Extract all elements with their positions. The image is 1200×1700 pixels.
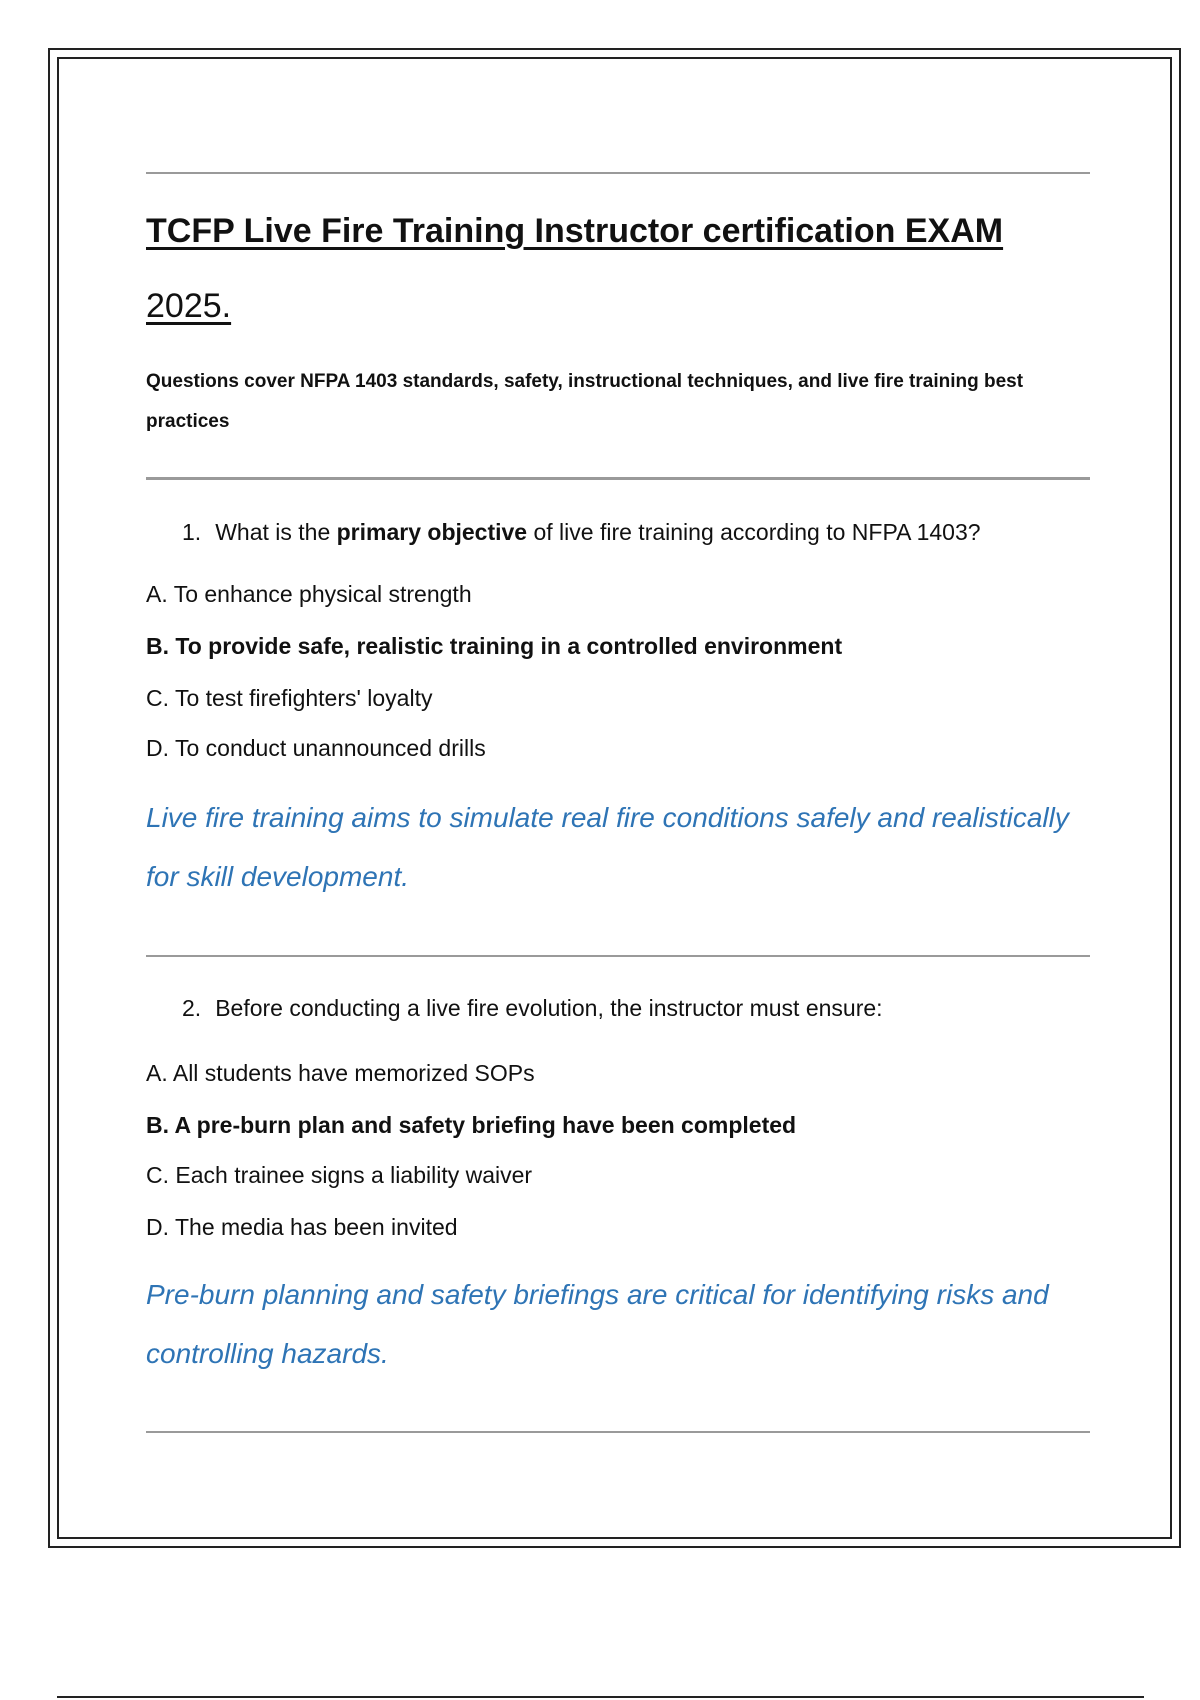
question-2-option-d: D. The media has been invited [146,1214,458,1240]
divider-after-question-2 [146,1431,1090,1433]
question-text: What is the [215,519,337,545]
divider-after-subtitle [146,477,1090,480]
question-1-option-a: A. To enhance physical strength [146,581,472,607]
question-2 [182,995,883,1022]
question-text-bold: primary objective [336,519,528,545]
question-2-explanation: Pre-burn planning and safety briefings are critical for identifying risks and controlling hazards. [146,1279,1049,1369]
question-2-option-b-correct: B. A pre-burn plan and safety briefing have been completed [146,1112,797,1138]
next-page-edge [57,1696,1144,1698]
question-2-option-a: A. All students have memorized SOPs [146,1060,535,1086]
divider-after-question-1 [146,955,1090,957]
question-1-option-c: C. To test firefighters' loyalty [146,685,433,711]
question-number: 1. [182,519,202,545]
question-1-option-b-correct: B. To provide safe, realistic training in a controlled environment [146,633,843,659]
question-number: 2. [182,995,202,1021]
question-1 [182,519,981,546]
document-subtitle: Questions cover NFPA 1403 standards, safety, instructional techniques, and live fire training best practices [146,371,1024,432]
question-2-option-c: C. Each trainee signs a liability waiver [146,1162,533,1188]
question-1-explanation: Live fire training aims to simulate real fire conditions safely and realistically for skill development. [146,802,1069,892]
divider-top [146,172,1090,174]
question-text-end: of live fire training according to NFPA 1403? [527,519,981,545]
question-text: Before conducting a live fire evolution, the instructor must ensure: [215,995,883,1021]
question-1-option-d: D. To conduct unannounced drills [146,735,486,761]
document-year: 2025. [146,287,232,325]
document-title: TCFP Live Fire Training Instructor certification EXAM [146,212,1004,250]
